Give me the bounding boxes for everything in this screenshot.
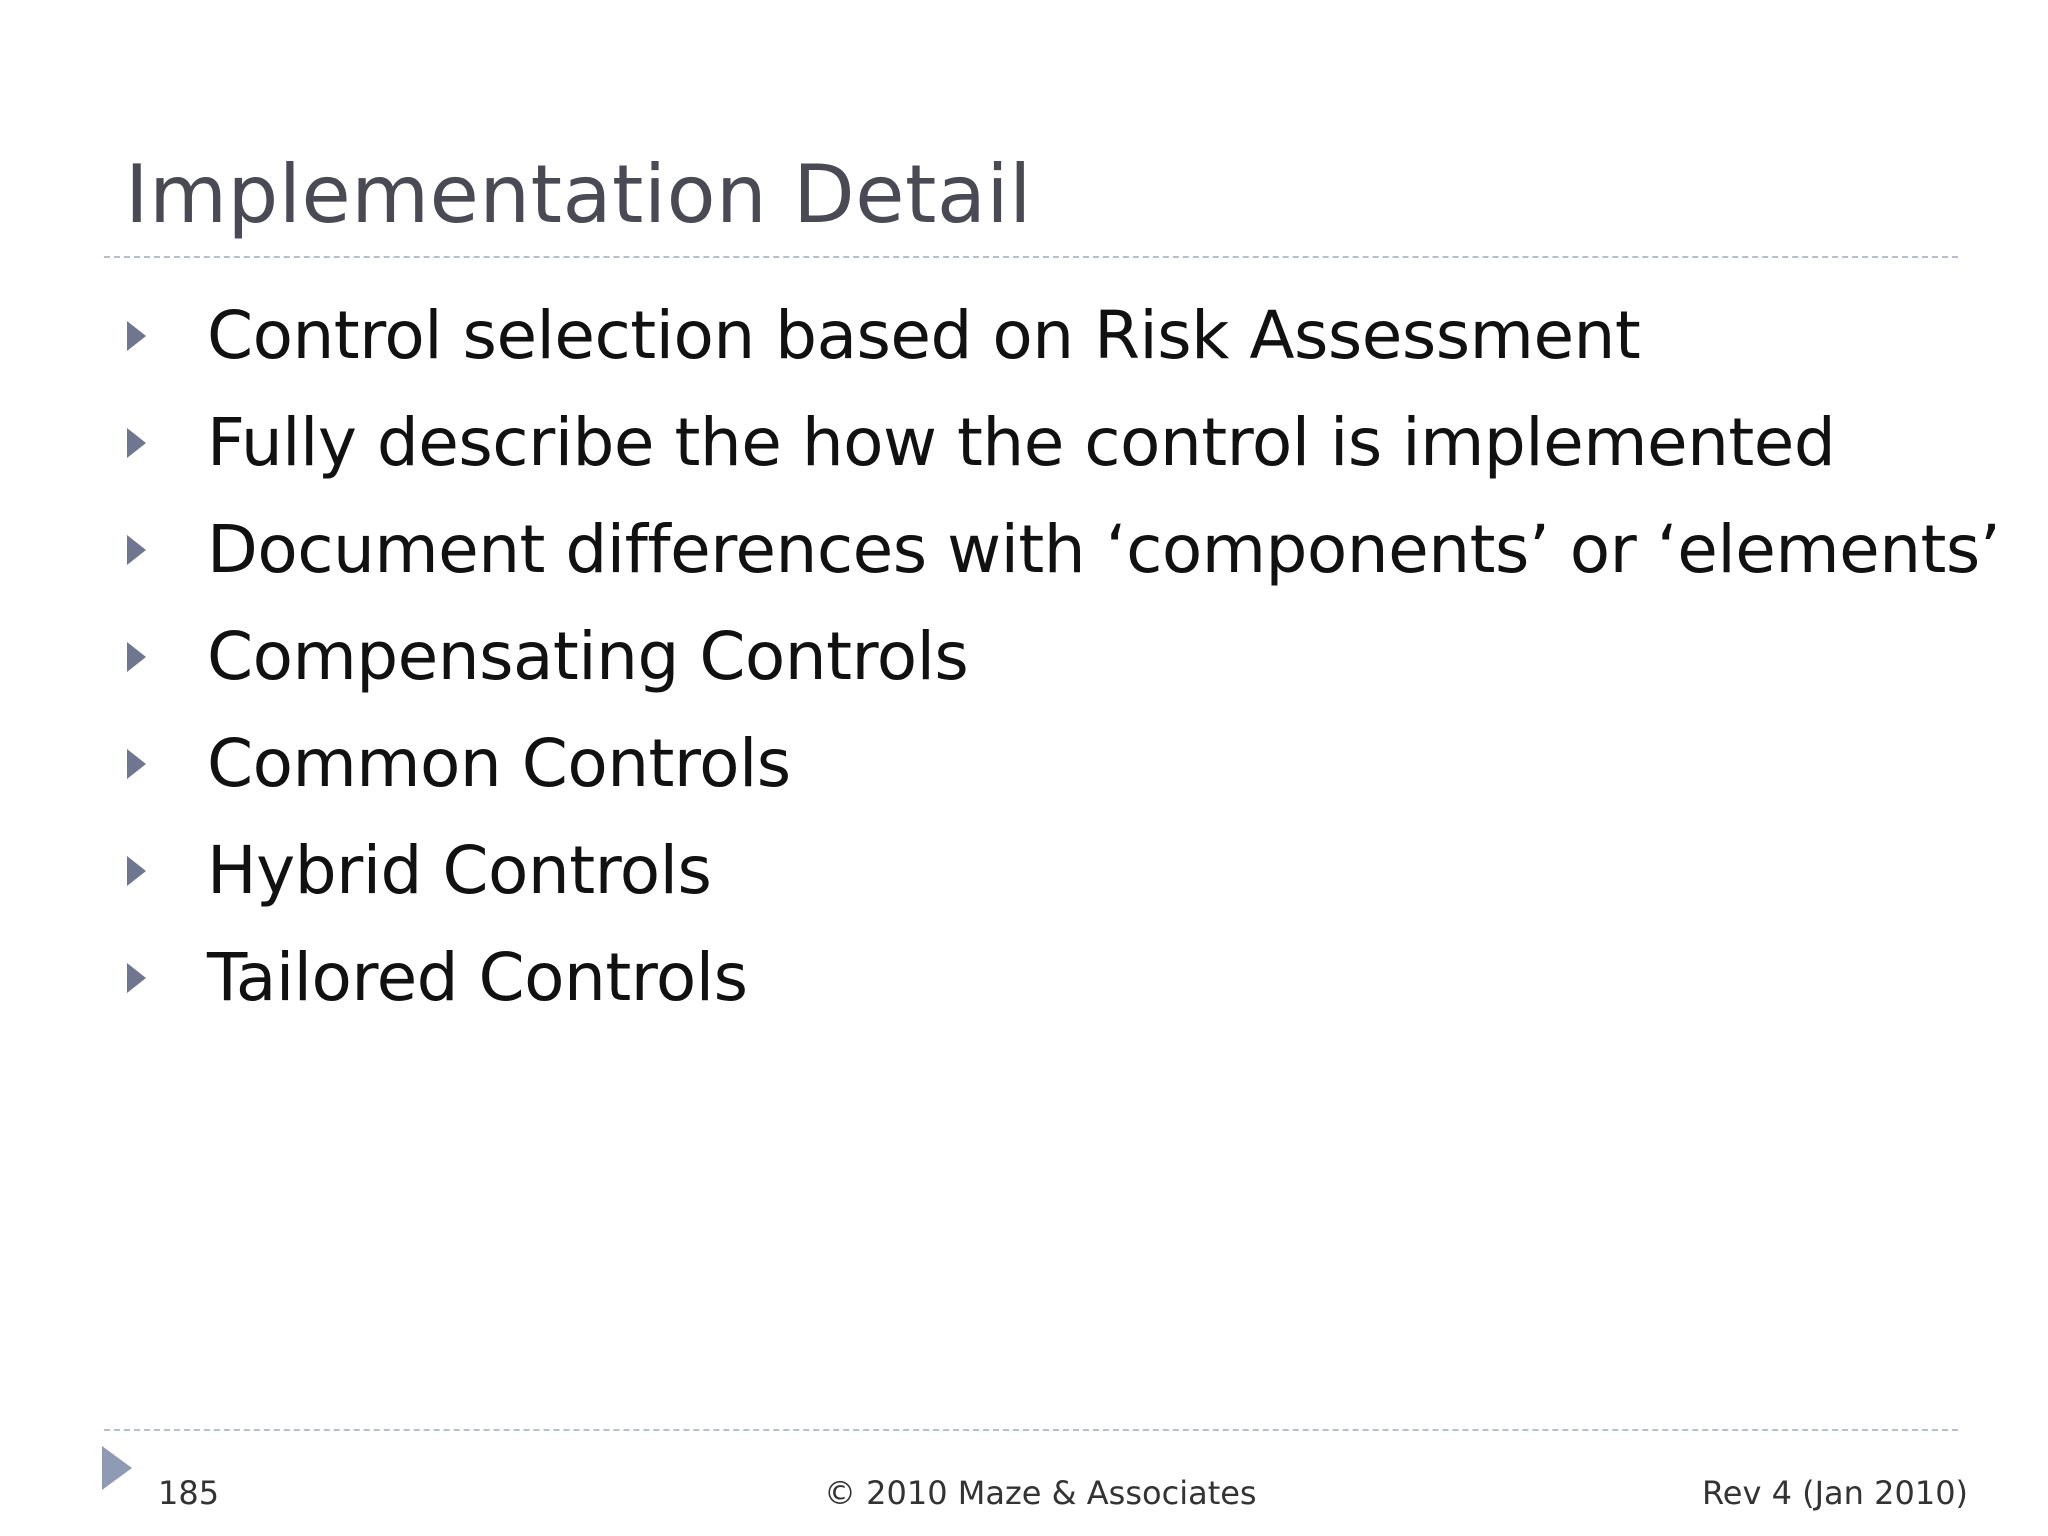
bullet-item [125, 603, 2000, 710]
bullet-item [125, 282, 2000, 389]
bullet-list [125, 282, 2000, 1031]
corner-triangle-icon [102, 1446, 132, 1490]
bullet-item [125, 817, 2000, 924]
bullet-item [125, 924, 2000, 1031]
revision-text: Rev 4 (Jan 2010) [1702, 1474, 1969, 1512]
triangle-right-icon [127, 963, 146, 993]
triangle-right-icon [127, 321, 146, 351]
bullet-text: Common Controls [207, 724, 791, 802]
page-number: 185 [158, 1474, 220, 1512]
triangle-right-icon [127, 749, 146, 779]
triangle-right-icon [127, 535, 146, 565]
bullet-text: Document differences with ‘components’ or ‘elements’ [207, 510, 2001, 588]
bullet-text: Tailored Controls [207, 938, 748, 1016]
triangle-right-icon [127, 856, 146, 886]
bullet-item [125, 389, 2000, 496]
triangle-right-icon [127, 428, 146, 458]
title-divider [104, 256, 1958, 258]
triangle-right-icon [127, 642, 146, 672]
bullet-text: Control selection based on Risk Assessment [207, 296, 1641, 374]
bullet-text: Compensating Controls [207, 617, 969, 695]
bullet-text: Hybrid Controls [207, 831, 712, 909]
footer-divider [104, 1429, 1958, 1431]
bullet-item [125, 710, 2000, 817]
bullet-item [125, 496, 2000, 603]
copyright-text: © 2010 Maze & Associates [824, 1474, 1257, 1512]
bullet-text: Fully describe the how the control is implemented [207, 403, 1836, 481]
slide-title: Implementation Detail [125, 148, 1032, 241]
